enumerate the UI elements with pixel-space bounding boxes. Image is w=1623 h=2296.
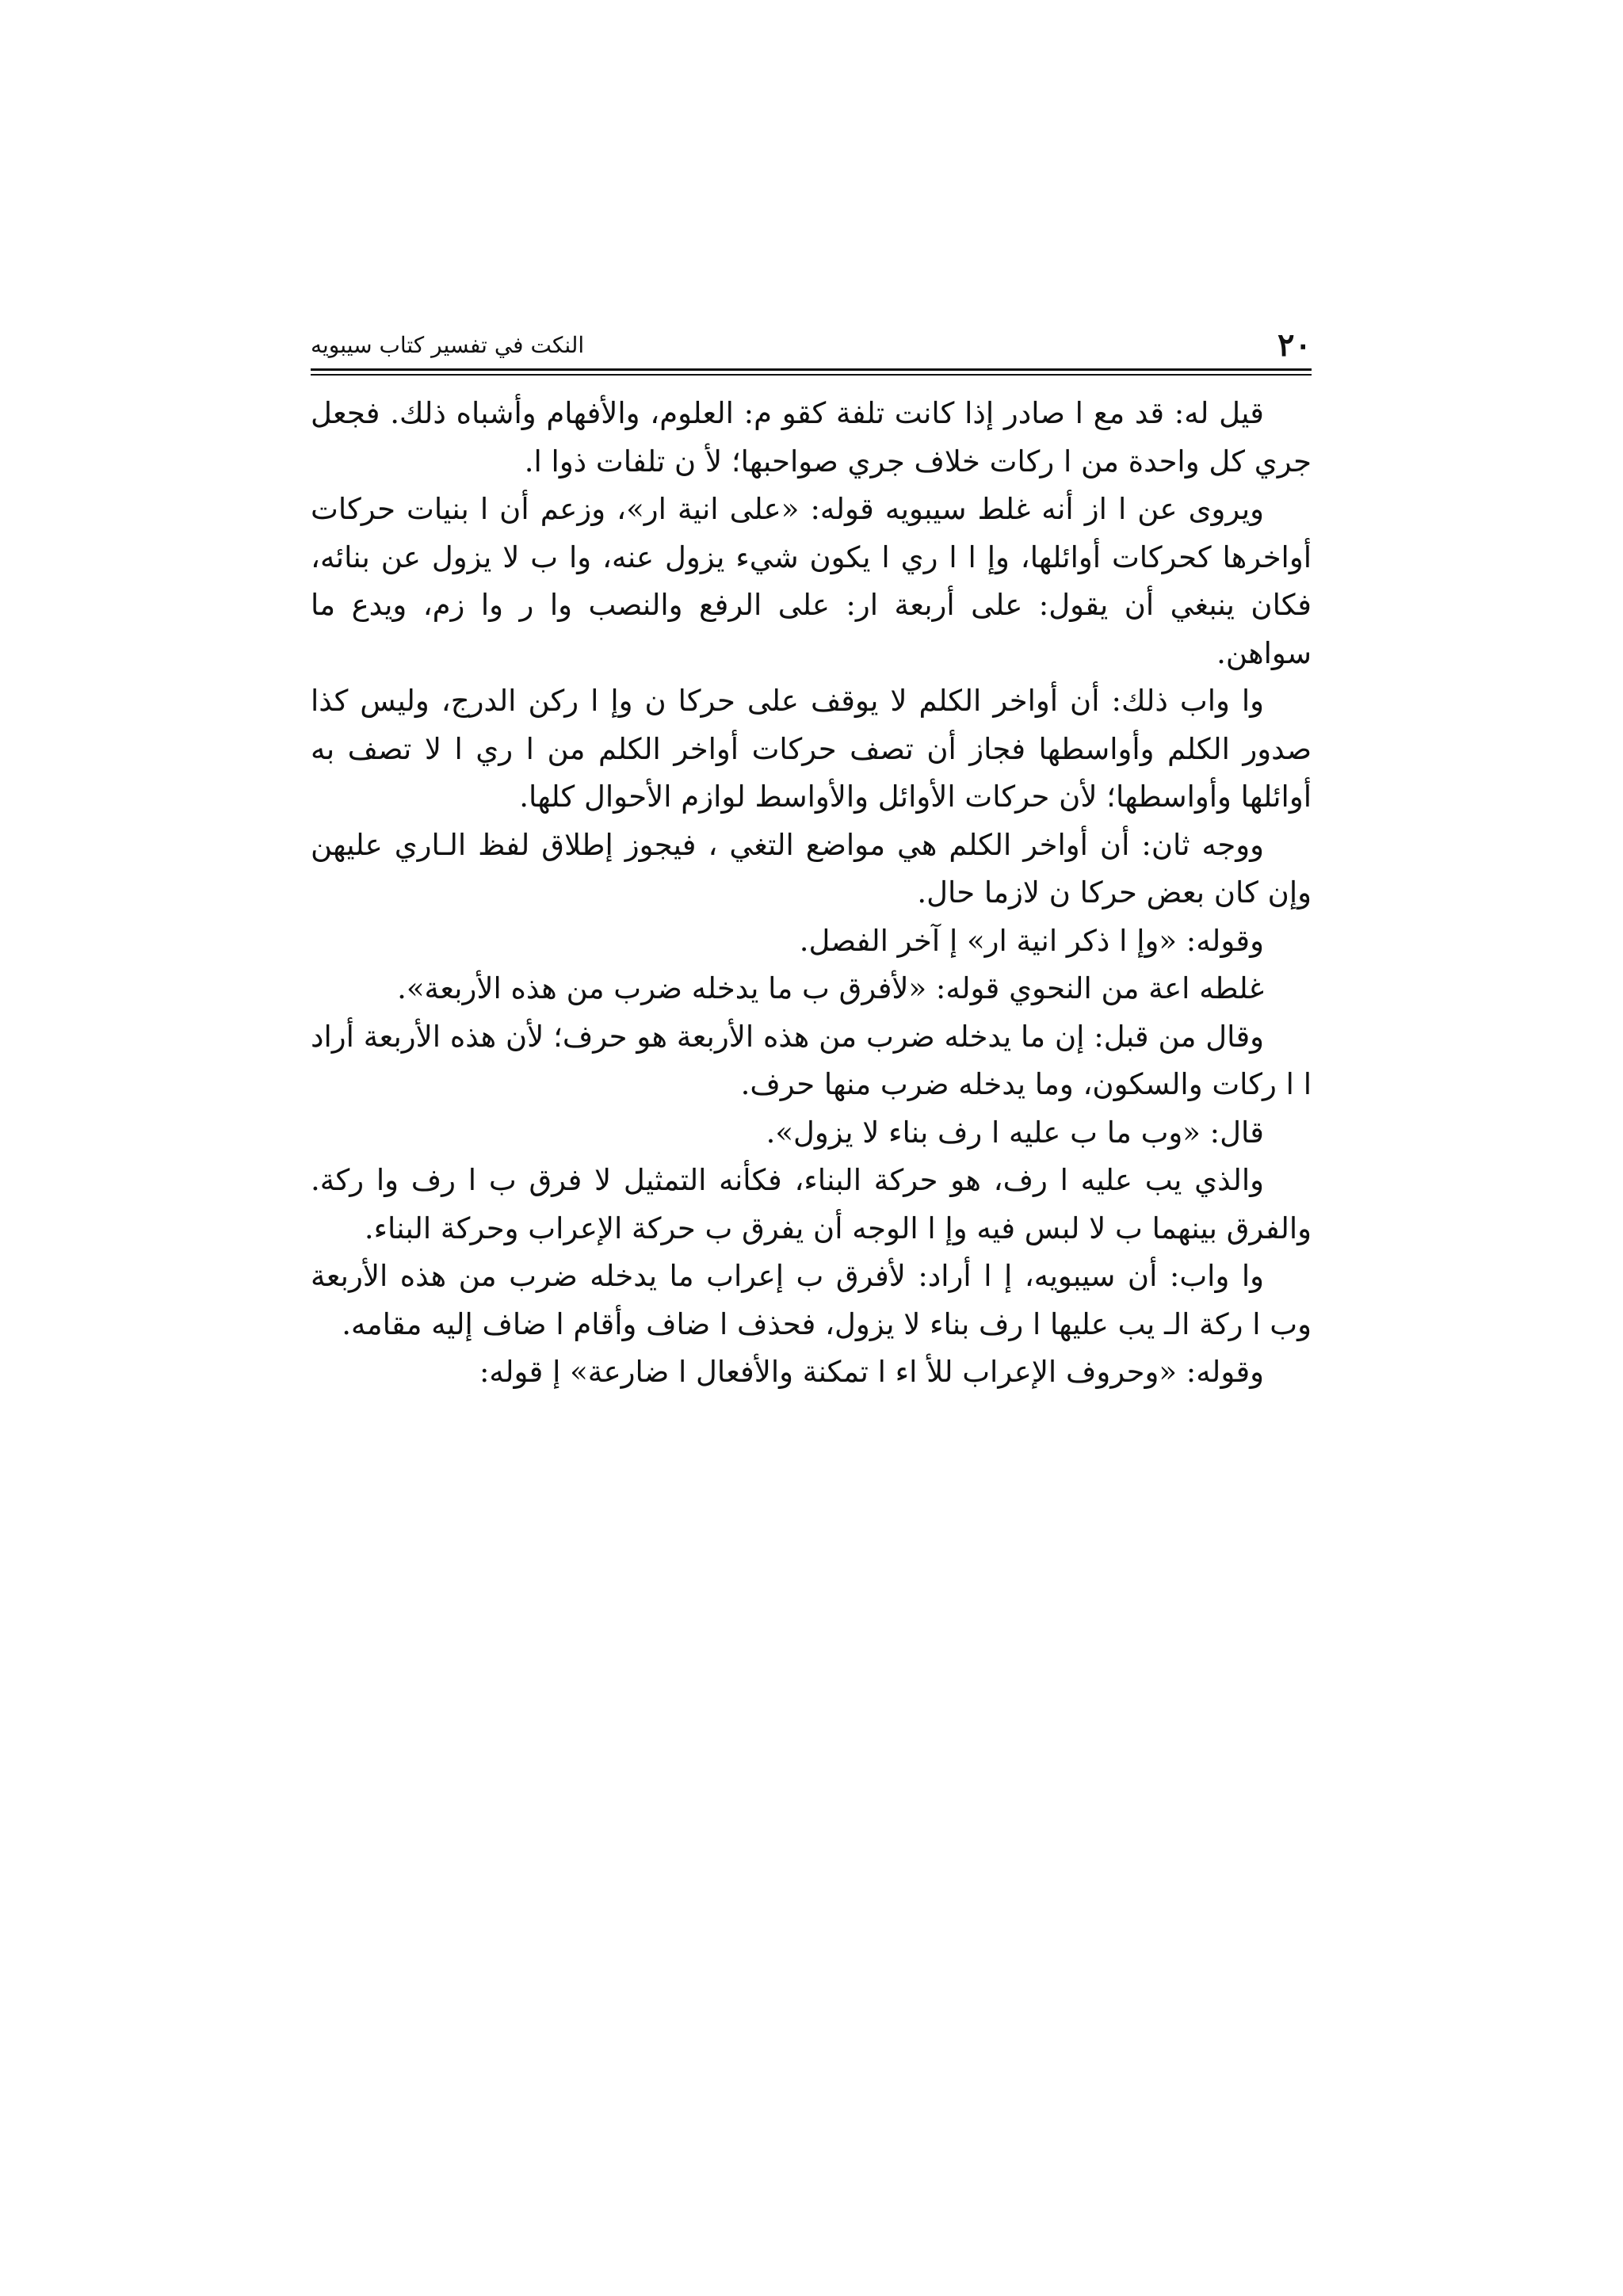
paragraph-7: وقال من قبل: إن ما يدخله ضرب من هذه الأربعة هو حرف؛ لأن هذه الأربعة أراد ا ا ركات والسكون، وما يدخله ضرب منها حرف. <box>311 1019 1312 1101</box>
running-title: النكت في تفسير كتاب سيبويه <box>311 332 585 358</box>
paragraph-9: والذي يب عليه ا رف، هو حركة البناء، فكأنه التمثيل لا فرق ب ا رف وا ركة. والفرق بينهما ب لا لبس فيه وإ ا الوجه أن يفرق ب حركة الإعراب وحركة البناء. <box>311 1163 1312 1245</box>
page-number: ٢٠ <box>1277 326 1312 364</box>
paragraph-2: ويروى عن ا از أنه غلط سيبويه قوله: «على انية ار»، وزعم أن ا بنيات حركات أواخرها كحركات أوائلها، وإ ا ا ري ا يكون شيء يزول عنه، وا ب لا يزول عن بنائه، فكان ينبغي أن يقول: على أربعة ار: على الرفع والنصب وا ر وا زم، ويدع ما سواهن. <box>311 492 1312 670</box>
paragraph-10: وا واب: أن سيبويه، إ ا أراد: لأفرق ب إعراب ما يدخله ضرب من هذه الأربعة وب ا ركة الـ يب عليها ا رف بناء لا يزول، فحذف ا ضاف وأقام ا ضاف إليه مقامه. <box>311 1259 1312 1341</box>
paragraph-5: وقوله: «وإ ا ذكر انية ار» إ آخر الفصل. <box>799 923 1264 958</box>
header-rule <box>311 368 1312 371</box>
paragraph-3: وا واب ذلك: أن أواخر الكلم لا يوقف على حركا ن وإ ا ركن الدرج، وليس كذا صدور الكلم وأواسطها فجاز أن تصف حركات أواخر الكلم من ا ري ا لا تصف به أوائلها وأواسطها؛ لأن حركات الأوائل والأواسط لوازم الأحوال كلها. <box>311 684 1312 814</box>
header-rule-second <box>311 374 1312 376</box>
paragraph-4: ووجه ثان: أن أواخر الكلم هي مواضع التغي ، فيجوز إطلاق لفظ الـاري عليهن وإن كان بعض حركا ن لازما حال. <box>311 827 1312 910</box>
paragraph-8: قال: «وب ما ب عليه ا رف بناء لا يزول». <box>766 1115 1264 1150</box>
paragraph-1: قيل له: قد مع ا صادر إذا كانت تلفة كقو م: العلوم، والأفهام وأشباه ذلك. فجعل جري كل واحدة من ا ركات خلاف جري صواحبها؛ لأ ن تلفات ذوا ا. <box>311 396 1312 479</box>
paragraph-11: وقوله: «وحروف الإعراب للأ اء ا تمكنة والأفعال ا ضارعة» إ قوله: <box>479 1355 1264 1389</box>
page-header <box>311 323 1312 371</box>
body-text <box>311 390 1312 1397</box>
paragraph-6: غلطه اعة من النحوي قوله: «لأفرق ب ما يدخله ضرب من هذه الأربعة». <box>397 971 1264 1005</box>
